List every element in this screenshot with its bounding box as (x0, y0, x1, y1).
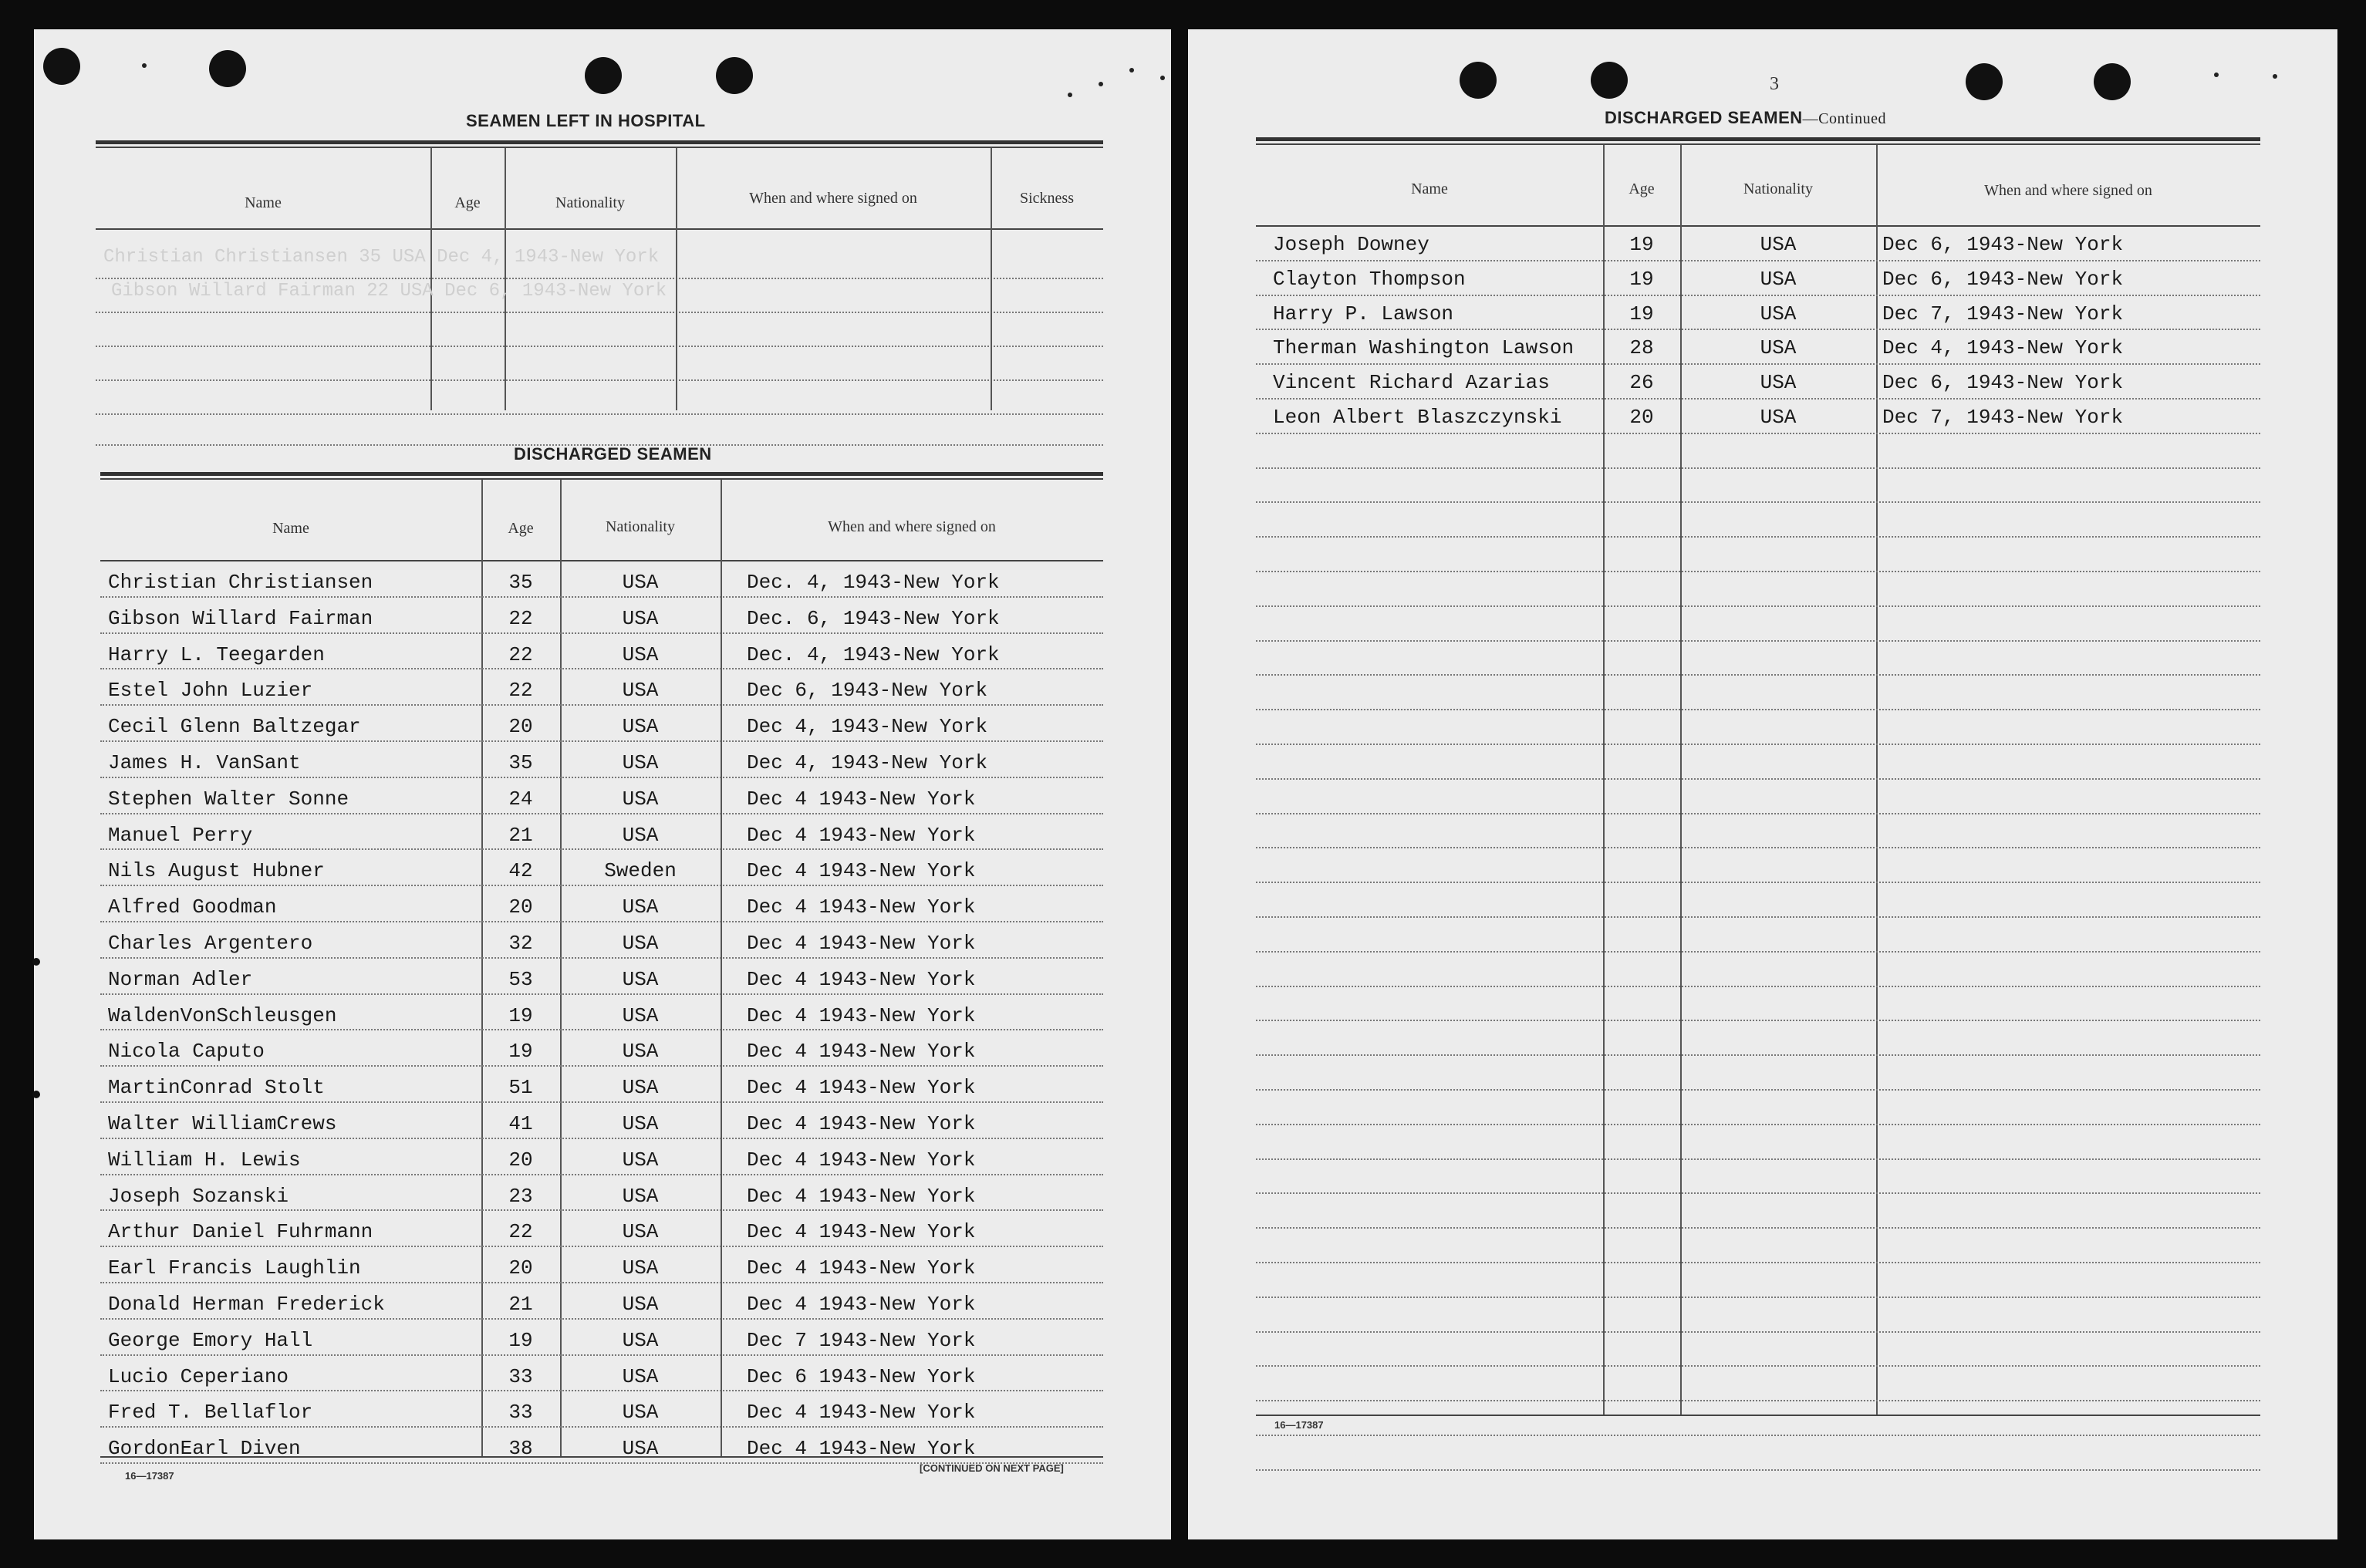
continued-row-nat: USA (1760, 267, 1797, 291)
discharged-row-name: Stephen Walter Sonne (108, 787, 349, 811)
discharged-row-nat: USA (622, 1364, 659, 1388)
punch-hole (1460, 62, 1497, 99)
continued-header-when: When and where signed on (1984, 182, 2152, 199)
discharged-row-when: Dec 4 1943-New York (747, 1112, 976, 1135)
continued-row-nat: USA (1760, 406, 1797, 429)
discharged-row-when: Dec 4 1943-New York (747, 1401, 976, 1425)
punch-hole (716, 57, 753, 94)
discharged-row-nat: USA (622, 1184, 659, 1208)
discharged-row-nat: USA (622, 1401, 659, 1425)
discharged-row-name: MartinConrad Stolt (108, 1076, 325, 1100)
discharged-row-name: William H. Lewis (108, 1148, 301, 1172)
discharged-row-when: Dec 4 1943-New York (747, 1184, 976, 1208)
discharged-row-nat: USA (622, 1076, 659, 1100)
discharged-row-name: Earl Francis Laughlin (108, 1256, 361, 1280)
speck (2214, 72, 2219, 77)
discharged-row-when: Dec 4 1943-New York (747, 787, 976, 811)
discharged-row-nat: USA (622, 823, 659, 847)
form-code: 16—17387 (125, 1470, 174, 1482)
discharged-row-nat: USA (622, 967, 659, 991)
continued-row-name: Therman Washington Lawson (1273, 336, 1575, 360)
discharged-row-age: 19 (508, 1040, 533, 1064)
discharged-row-nat: Sweden (604, 859, 677, 883)
continued-row-age: 19 (1629, 302, 1654, 325)
continued-header-nationality: Nationality (1743, 180, 1813, 197)
hospital-header-age: Age (454, 194, 481, 211)
margin-mark (32, 1091, 40, 1098)
speck (1099, 82, 1103, 86)
title-main: DISCHARGED SEAMEN (1605, 108, 1803, 127)
punch-hole (585, 57, 622, 94)
bleed-through-text: Christian Christiansen 35 USA Dec 4, 1943-New York (103, 247, 660, 268)
speck (2273, 74, 2277, 79)
speck (1160, 76, 1165, 80)
discharged-row-name: Gibson Willard Fairman (108, 606, 373, 630)
discharged-row-nat: USA (622, 787, 659, 811)
continued-row-nat: USA (1760, 371, 1797, 395)
discharged-row-nat: USA (622, 679, 659, 703)
discharged-row-nat: USA (622, 606, 659, 630)
discharged-row-when: Dec 6, 1943-New York (747, 679, 988, 703)
discharged-row-when: Dec 4 1943-New York (747, 932, 976, 955)
discharged-row-nat: USA (622, 1328, 659, 1352)
speck (1068, 93, 1072, 97)
discharged-row-name: Donald Herman Frederick (108, 1293, 385, 1316)
discharged-row-nat: USA (622, 642, 659, 666)
discharged-row-name: Norman Adler (108, 967, 253, 991)
discharged-row-nat: USA (622, 895, 659, 919)
discharged-row-name: James H. VanSant (108, 751, 301, 774)
continued-row-age: 19 (1629, 233, 1654, 256)
discharged-row-age: 33 (508, 1364, 533, 1388)
continued-row-nat: USA (1760, 336, 1797, 360)
discharged-header-when: When and where signed on (828, 518, 996, 535)
discharged-row-when: Dec 4, 1943-New York (747, 751, 988, 774)
discharged-row-nat: USA (622, 1003, 659, 1027)
discharged-row-nat: USA (622, 1112, 659, 1135)
punch-hole (43, 48, 80, 85)
continued-row-when: Dec 7, 1943-New York (1882, 302, 2124, 325)
continued-row-when: Dec 4, 1943-New York (1882, 336, 2124, 360)
bleed-through-text: Gibson Willard Fairman 22 USA Dec 6, 1943-New York (111, 281, 667, 302)
punch-hole (209, 50, 246, 87)
discharged-row-age: 35 (508, 751, 533, 774)
discharged-row-name: Harry L. Teegarden (108, 642, 325, 666)
hospital-header-name: Name (245, 194, 282, 211)
discharged-row-name: George Emory Hall (108, 1328, 313, 1352)
discharged-row-age: 41 (508, 1112, 533, 1135)
discharged-row-when: Dec 4 1943-New York (747, 1003, 976, 1027)
discharged-continued-title (1605, 108, 1886, 128)
discharged-row-when: Dec 4 1943-New York (747, 1293, 976, 1316)
discharged-row-age: 20 (508, 1148, 533, 1172)
discharged-row-age: 22 (508, 679, 533, 703)
discharged-row-name: Walter WilliamCrews (108, 1112, 337, 1135)
punch-hole (1591, 62, 1628, 99)
discharged-row-nat: USA (622, 571, 659, 594)
discharged-row-name: WaldenVonSchleusgen (108, 1003, 337, 1027)
punch-hole (1966, 63, 2003, 100)
discharged-row-age: 22 (508, 606, 533, 630)
discharged-row-when: Dec 6 1943-New York (747, 1364, 976, 1388)
discharged-row-when: Dec 4 1943-New York (747, 859, 976, 883)
page-number: 3 (1770, 74, 1779, 94)
discharged-row-name: Alfred Goodman (108, 895, 277, 919)
discharged-row-nat: USA (622, 1040, 659, 1064)
discharged-row-name: Lucio Ceperiano (108, 1364, 289, 1388)
discharged-row-age: 21 (508, 1293, 533, 1316)
discharged-continued-table (1256, 137, 2260, 1418)
continued-row-when: Dec 6, 1943-New York (1882, 233, 2124, 256)
continued-row-when: Dec 6, 1943-New York (1882, 371, 2124, 395)
discharged-row-name: Charles Argentero (108, 932, 313, 955)
continued-row-name: Harry P. Lawson (1273, 302, 1454, 325)
discharged-row-name: Christian Christiansen (108, 571, 373, 594)
hospital-header-when: When and where signed on (749, 190, 917, 207)
discharged-row-age: 51 (508, 1076, 533, 1100)
discharged-row-when: Dec 4 1943-New York (747, 1040, 976, 1064)
discharged-row-when: Dec. 6, 1943-New York (747, 606, 1000, 630)
continued-row-age: 20 (1629, 406, 1654, 429)
discharged-row-when: Dec 4, 1943-New York (747, 715, 988, 739)
discharged-header-age: Age (508, 520, 534, 537)
continued-header-name: Name (1411, 180, 1448, 197)
hospital-header-sickness: Sickness (1020, 190, 1074, 207)
title-continued: —Continued (1802, 110, 1886, 127)
discharged-row-when: Dec 7 1943-New York (747, 1328, 976, 1352)
margin-mark (32, 958, 40, 966)
discharged-row-nat: USA (622, 932, 659, 955)
discharged-header-name: Name (272, 520, 309, 537)
discharged-row-age: 20 (508, 715, 533, 739)
continued-row-nat: USA (1760, 302, 1797, 325)
discharged-row-when: Dec. 4, 1943-New York (747, 571, 1000, 594)
continued-row-age: 26 (1629, 371, 1654, 395)
continued-row-when: Dec 7, 1943-New York (1882, 406, 2124, 429)
discharged-row-name: Arthur Daniel Fuhrmann (108, 1220, 373, 1244)
continued-header-age: Age (1629, 180, 1655, 197)
discharged-row-age: 35 (508, 571, 533, 594)
discharged-row-when: Dec 4 1943-New York (747, 1076, 976, 1100)
punch-hole (2094, 63, 2131, 100)
discharged-section-title: DISCHARGED SEAMEN (514, 444, 712, 464)
discharged-row-name: GordonEarl Diven (108, 1437, 301, 1461)
continued-row-when: Dec 6, 1943-New York (1882, 267, 2124, 291)
discharged-row-when: Dec 4 1943-New York (747, 1148, 976, 1172)
hospital-section-title: SEAMEN LEFT IN HOSPITAL (466, 111, 706, 130)
discharged-row-nat: USA (622, 1293, 659, 1316)
continued-row-name: Leon Albert Blaszczynski (1273, 406, 1562, 429)
discharged-row-nat: USA (622, 1256, 659, 1280)
discharged-row-nat: USA (622, 715, 659, 739)
speck (142, 63, 147, 68)
discharged-row-age: 21 (508, 823, 533, 847)
discharged-table (100, 472, 1103, 1467)
continued-row-name: Clayton Thompson (1273, 267, 1466, 291)
discharged-row-age: 22 (508, 1220, 533, 1244)
discharged-row-name: Fred T. Bellaflor (108, 1401, 313, 1425)
discharged-row-age: 19 (508, 1328, 533, 1352)
right-page (1188, 29, 2337, 1539)
discharged-row-name: Nicola Caputo (108, 1040, 265, 1064)
discharged-row-name: Manuel Perry (108, 823, 253, 847)
continued-note: [CONTINUED ON NEXT PAGE] (920, 1462, 1064, 1474)
continued-row-name: Joseph Downey (1273, 233, 1429, 256)
continued-row-name: Vincent Richard Azarias (1273, 371, 1550, 395)
discharged-row-when: Dec. 4, 1943-New York (747, 642, 1000, 666)
discharged-row-age: 22 (508, 642, 533, 666)
discharged-row-age: 32 (508, 932, 533, 955)
hospital-header-nationality: Nationality (555, 194, 625, 211)
discharged-row-nat: USA (622, 1148, 659, 1172)
discharged-row-name: Joseph Sozanski (108, 1184, 289, 1208)
discharged-row-name: Nils August Hubner (108, 859, 325, 883)
form-code: 16—17387 (1274, 1419, 1324, 1431)
discharged-row-name: Cecil Glenn Baltzegar (108, 715, 361, 739)
discharged-row-age: 20 (508, 895, 533, 919)
discharged-row-when: Dec 4 1943-New York (747, 1256, 976, 1280)
continued-row-nat: USA (1760, 233, 1797, 256)
discharged-row-when: Dec 4 1943-New York (747, 1220, 976, 1244)
discharged-row-nat: USA (622, 1220, 659, 1244)
continued-row-age: 28 (1629, 336, 1654, 360)
discharged-row-age: 42 (508, 859, 533, 883)
left-page (34, 29, 1171, 1539)
hospital-table (96, 140, 1103, 449)
discharged-row-nat: USA (622, 1437, 659, 1461)
discharged-header-nationality: Nationality (606, 518, 675, 535)
discharged-row-when: Dec 4 1943-New York (747, 823, 976, 847)
discharged-row-age: 38 (508, 1437, 533, 1461)
discharged-row-age: 24 (508, 787, 533, 811)
discharged-row-nat: USA (622, 751, 659, 774)
discharged-row-when: Dec 4 1943-New York (747, 895, 976, 919)
discharged-row-age: 23 (508, 1184, 533, 1208)
discharged-row-age: 53 (508, 967, 533, 991)
discharged-row-when: Dec 4 1943-New York (747, 967, 976, 991)
discharged-row-when: Dec 4 1943-New York (747, 1437, 976, 1461)
speck (1129, 68, 1134, 72)
discharged-row-age: 19 (508, 1003, 533, 1027)
discharged-row-age: 20 (508, 1256, 533, 1280)
discharged-row-age: 33 (508, 1401, 533, 1425)
discharged-row-name: Estel John Luzier (108, 679, 313, 703)
continued-row-age: 19 (1629, 267, 1654, 291)
